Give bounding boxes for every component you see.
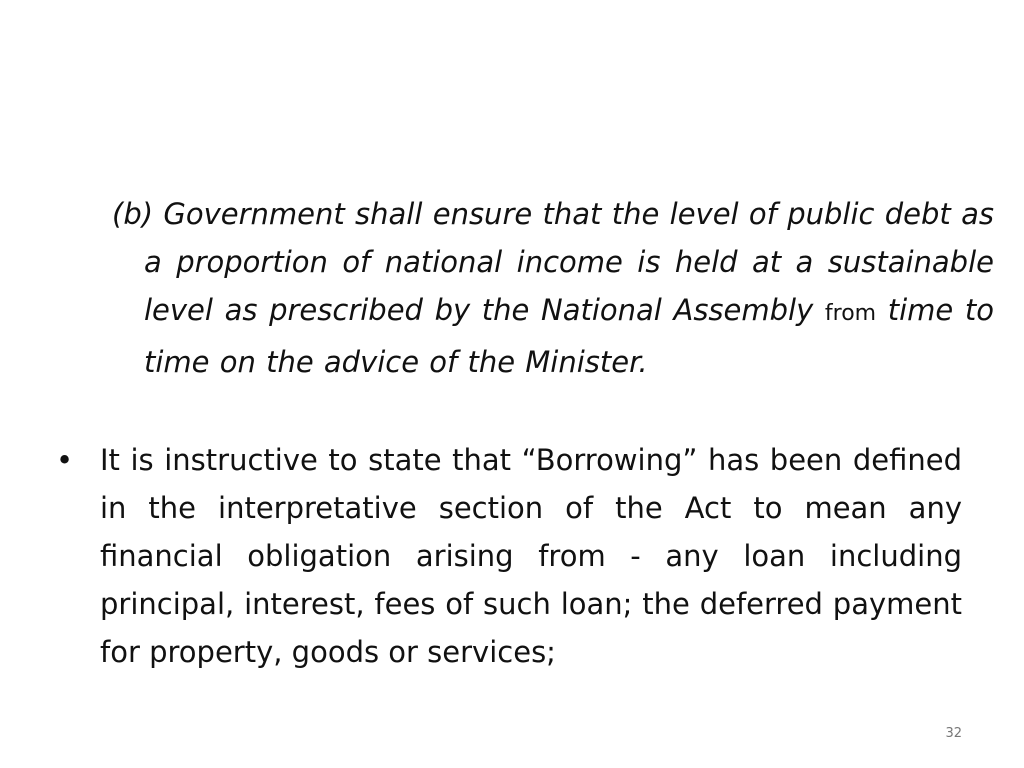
clause-b-small-word: from bbox=[824, 301, 877, 326]
clause-b-paragraph bbox=[112, 190, 994, 386]
clause-b-text-start: (b) Government shall ensure that the level of public debt as a proportion of national income is held at a sustainable level as prescribed by the National Assembly bbox=[112, 197, 994, 327]
clause-b-text-end: time to time on the advice of the Minister. bbox=[144, 293, 995, 379]
bullet-dot-icon: • bbox=[56, 443, 74, 477]
bullet-list-item bbox=[56, 436, 962, 676]
page-number: 32 bbox=[945, 726, 962, 741]
bullet-text: It is instructive to state that “Borrowing” has been defined in the interpretative section of the Act to mean any financial obligation arising from - any loan including principal, interest, fees of such loan; the deferred payment for property, goods or services; bbox=[100, 443, 962, 669]
